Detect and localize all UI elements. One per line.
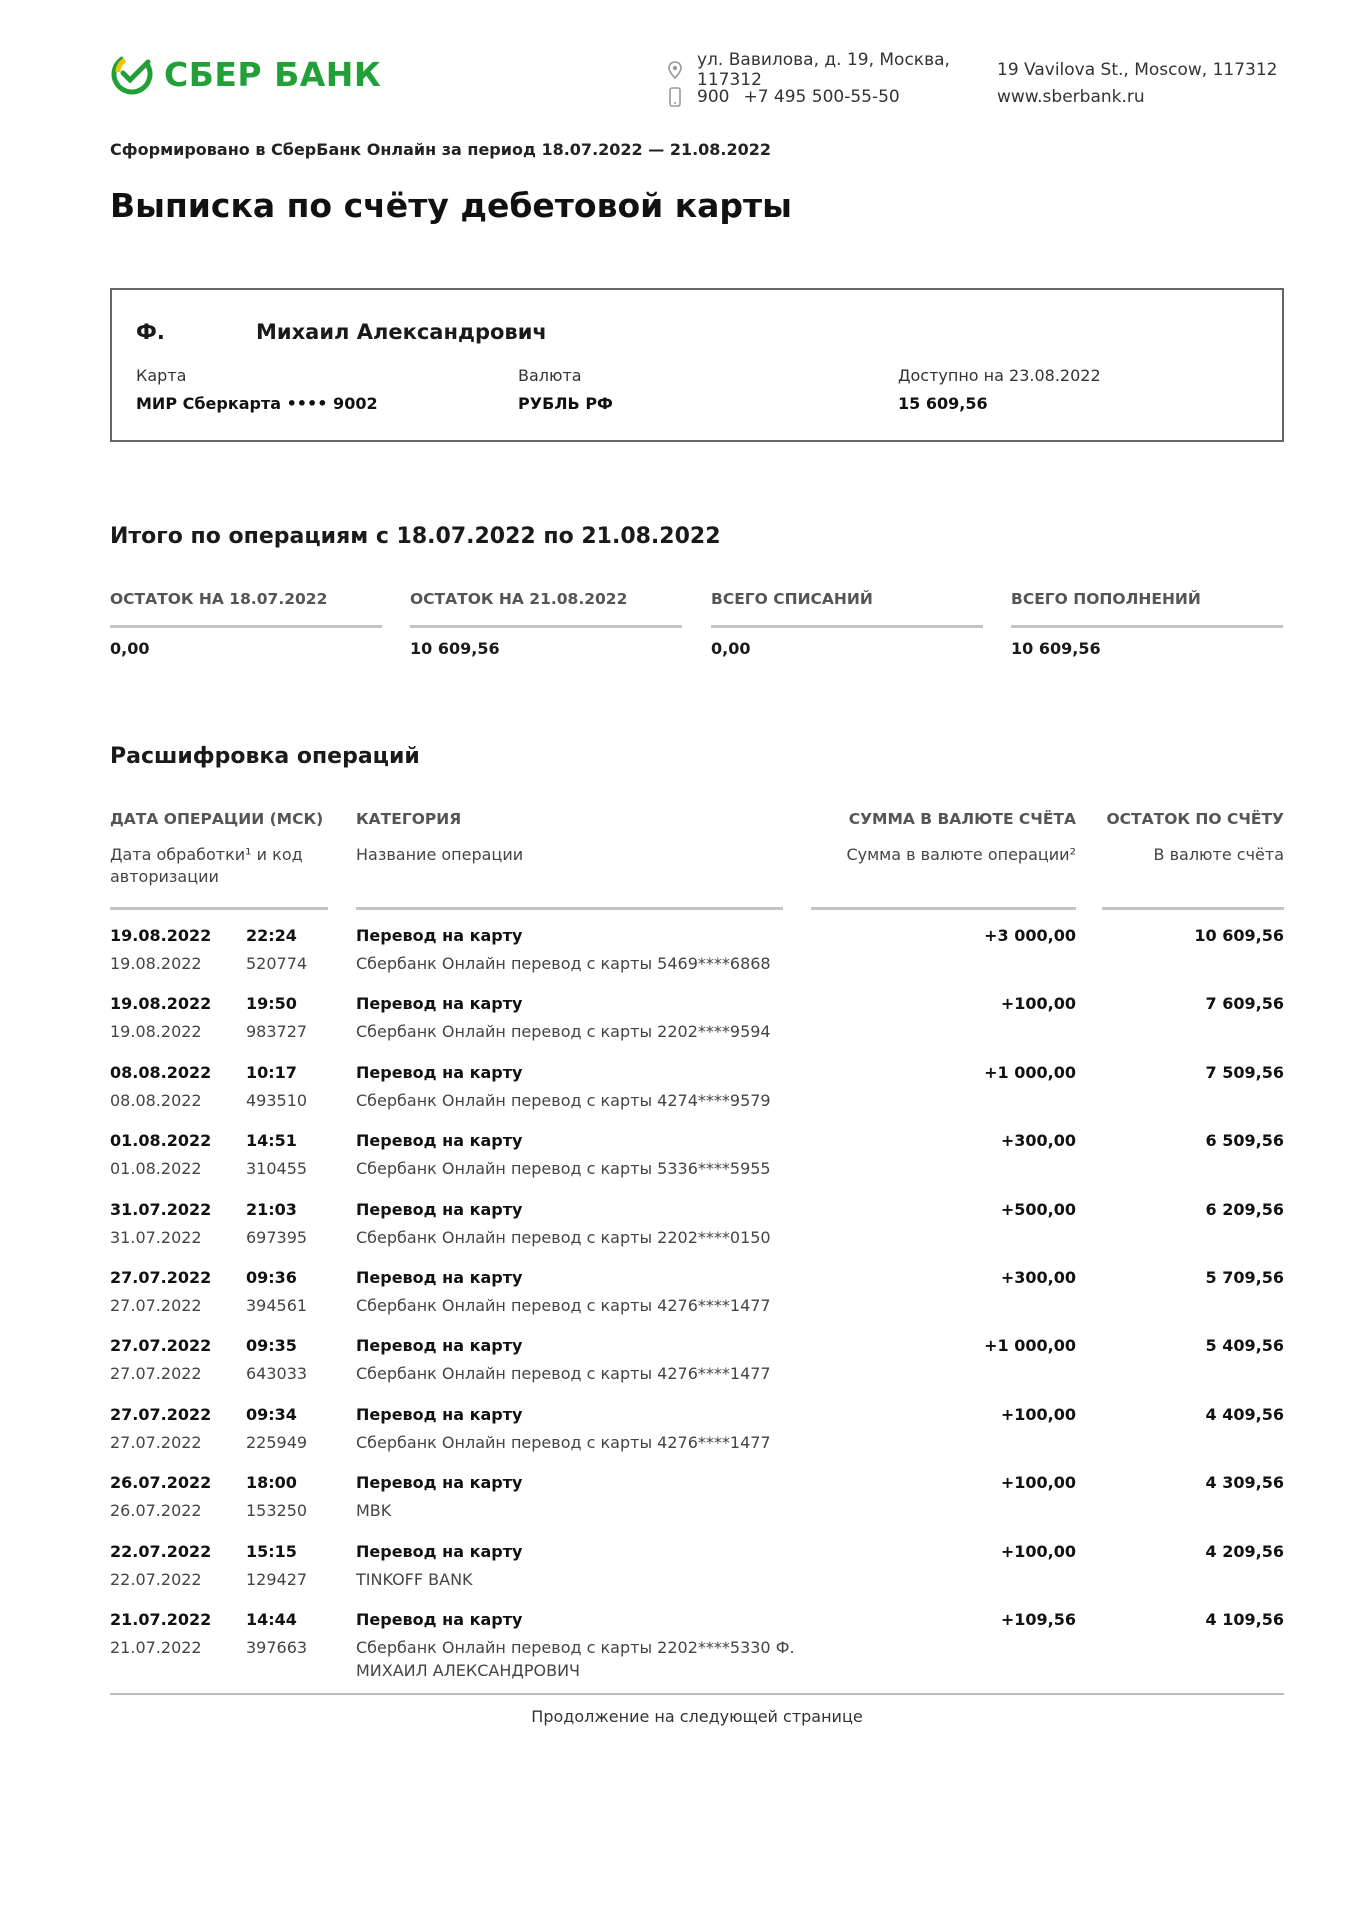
operation-category: Перевод на карту	[356, 1473, 523, 1493]
operation-balance: 4 209,56	[1205, 1541, 1284, 1561]
operation-category: Перевод на карту	[356, 994, 523, 1014]
summary-item	[711, 590, 983, 658]
table-row	[110, 1268, 1284, 1336]
operation-amount: +300,00	[1000, 1131, 1076, 1151]
operation-balance: 5 409,56	[1205, 1336, 1284, 1356]
location-pin-icon	[665, 61, 685, 79]
address-ru: ул. Вавилова, д. 19, Москва, 117312	[697, 49, 950, 90]
divider	[110, 625, 382, 628]
operation-amount: +100,00	[1000, 1473, 1076, 1493]
operation-date: 19.08.2022	[110, 994, 212, 1014]
operation-balance: 6 509,56	[1205, 1131, 1284, 1151]
operation-date: 08.08.2022	[110, 1062, 212, 1082]
operation-balance: 7 609,56	[1205, 994, 1284, 1014]
operation-description: TINKOFF BANK	[356, 1569, 473, 1589]
operation-balance: 4 109,56	[1205, 1610, 1284, 1629]
operation-date: 21.07.2022	[110, 1610, 212, 1629]
operation-date: 26.07.2022	[110, 1473, 212, 1493]
processing-date: 31.07.2022	[110, 1227, 202, 1247]
summary-item	[410, 590, 682, 658]
processing-date: 21.07.2022	[110, 1638, 202, 1657]
page-title: Выписка по счёту дебетовой карты	[110, 186, 792, 225]
summary-value: 0,00	[110, 639, 150, 658]
auth-code: 520774	[246, 954, 308, 973]
divider	[410, 625, 682, 628]
operation-date: 27.07.2022	[110, 1404, 212, 1424]
table-row	[110, 1131, 1284, 1199]
operation-amount: +500,00	[1000, 1199, 1076, 1219]
website: www.sberbank.ru	[997, 86, 1145, 107]
operation-date: 01.08.2022	[110, 1131, 212, 1151]
currency-info	[518, 366, 613, 413]
operation-description: Сбербанк Онлайн перевод с карты 4276****1477	[356, 1432, 771, 1452]
operation-description: Сбербанк Онлайн перевод с карты 4274****9579	[356, 1090, 771, 1110]
address-en: 19 Vavilova St., Moscow, 117312	[997, 59, 1278, 80]
auth-code: 983727	[246, 1022, 308, 1042]
processing-date: 26.07.2022	[110, 1501, 202, 1521]
operation-description: Сбербанк Онлайн перевод с карты 4276****1477	[356, 1364, 771, 1384]
processing-date: 22.07.2022	[110, 1569, 202, 1589]
processing-date: 19.08.2022	[110, 954, 202, 973]
summary-value: 10 609,56	[410, 639, 500, 658]
divider	[811, 907, 1076, 910]
auth-code: 643033	[246, 1364, 308, 1384]
col-subheader-category: Название операции	[356, 845, 524, 864]
col-subheader-date: Дата обработки¹ и код авторизации	[110, 845, 303, 886]
processing-date: 08.08.2022	[110, 1090, 202, 1110]
divider	[110, 1693, 1284, 1695]
operation-time: 18:00	[246, 1473, 297, 1493]
table-row	[110, 1200, 1284, 1268]
operation-balance: 4 409,56	[1205, 1404, 1284, 1424]
operation-category: Перевод на карту	[356, 926, 523, 945]
operation-category: Перевод на карту	[356, 1062, 523, 1082]
divider	[1011, 625, 1283, 628]
operation-description: Сбербанк Онлайн перевод с карты 4276****1477	[356, 1296, 771, 1315]
auth-code: 493510	[246, 1090, 308, 1110]
bank-name: СБЕР БАНК	[164, 54, 382, 94]
col-header-date: ДАТА ОПЕРАЦИИ (МСК)	[110, 810, 324, 828]
operation-date: 19.08.2022	[110, 926, 212, 945]
auth-code: 397663	[246, 1638, 308, 1657]
operation-balance: 4 309,56	[1205, 1473, 1284, 1493]
operation-amount: +1 000,00	[984, 1062, 1076, 1082]
currency-value: РУБЛЬ РФ	[518, 394, 613, 413]
operation-description: Сбербанк Онлайн перевод с карты 5469****6868	[356, 954, 771, 973]
operation-date: 27.07.2022	[110, 1336, 212, 1356]
sber-logo	[110, 52, 381, 96]
auth-code: 153250	[246, 1501, 308, 1521]
col-subheader-amount: Сумма в валюте операции²	[846, 845, 1076, 864]
processing-date: 27.07.2022	[110, 1364, 202, 1384]
operation-category: Перевод на карту	[356, 1336, 523, 1356]
operation-description: MBK	[356, 1501, 392, 1521]
processing-date: 01.08.2022	[110, 1159, 202, 1179]
operation-category: Перевод на карту	[356, 1199, 523, 1219]
auth-code: 310455	[246, 1159, 308, 1179]
operation-category: Перевод на карту	[356, 1268, 523, 1287]
currency-label: Валюта	[518, 366, 582, 385]
available-value: 15 609,56	[898, 394, 988, 413]
operation-balance: 5 709,56	[1205, 1268, 1284, 1287]
operation-amount: +1 000,00	[984, 1336, 1076, 1356]
operation-amount: +100,00	[1000, 994, 1076, 1014]
holder-name: Михаил Александрович	[256, 320, 547, 344]
operation-description: Сбербанк Онлайн перевод с карты 2202****5330 Ф.	[356, 1638, 795, 1657]
holder-surname: Ф.	[136, 320, 165, 344]
summary-label: ВСЕГО СПИСАНИЙ	[711, 590, 873, 608]
auth-code: 697395	[246, 1227, 308, 1247]
operation-amount: +109,56	[1000, 1610, 1076, 1629]
operation-amount: +3 000,00	[984, 926, 1076, 945]
summary-value: 0,00	[711, 639, 751, 658]
operation-time: 14:44	[246, 1610, 297, 1629]
table-row	[110, 1473, 1284, 1541]
table-row	[110, 1610, 1284, 1678]
operation-amount: +100,00	[1000, 1404, 1076, 1424]
auth-code: 394561	[246, 1296, 308, 1315]
table-row	[110, 994, 1284, 1062]
col-subheader-balance: В валюте счёта	[1153, 845, 1284, 864]
bank-contacts	[665, 49, 1278, 110]
operation-amount: +100,00	[1000, 1541, 1076, 1561]
operation-time: 19:50	[246, 994, 297, 1014]
operation-time: 09:36	[246, 1268, 297, 1287]
operation-category: Перевод на карту	[356, 1404, 523, 1424]
col-header-balance: ОСТАТОК ПО СЧЁТУ	[1106, 810, 1284, 828]
operation-category: Перевод на карту	[356, 1541, 523, 1561]
operation-balance: 10 609,56	[1194, 926, 1284, 945]
summary-label: ОСТАТОК НА 18.07.2022	[110, 590, 328, 608]
summary-label: ОСТАТОК НА 21.08.2022	[410, 590, 628, 608]
table-row	[110, 926, 1284, 994]
operation-time: 09:34	[246, 1404, 297, 1424]
col-header-category: КАТЕГОРИЯ	[356, 810, 462, 828]
operation-time: 14:51	[246, 1131, 297, 1151]
processing-date: 19.08.2022	[110, 1022, 202, 1042]
auth-code: 129427	[246, 1569, 308, 1589]
continued-note: Продолжение на следующей странице	[531, 1707, 863, 1726]
card-label: Карта	[136, 366, 187, 385]
divider	[356, 907, 783, 910]
operation-date: 27.07.2022	[110, 1268, 212, 1287]
auth-code: 225949	[246, 1432, 308, 1452]
summary-value: 10 609,56	[1011, 639, 1101, 658]
operation-description: МИХАИЛ АЛЕКСАНДРОВИЧ	[356, 1661, 581, 1680]
operation-description: Сбербанк Онлайн перевод с карты 2202****9594	[356, 1022, 771, 1042]
operation-time: 21:03	[246, 1199, 297, 1219]
divider	[711, 625, 983, 628]
processing-date: 27.07.2022	[110, 1296, 202, 1315]
summary-item	[1011, 590, 1283, 658]
summary-title: Итого по операциям с 18.07.2022 по 21.08.2022	[110, 524, 721, 549]
account-info-box	[110, 288, 1284, 442]
operation-description: Сбербанк Онлайн перевод с карты 5336****5955	[356, 1159, 771, 1179]
operation-time: 22:24	[246, 926, 297, 945]
phone-full: +7 495 500-55-50	[743, 86, 900, 107]
phone-short: 900	[697, 86, 730, 107]
processing-date: 27.07.2022	[110, 1432, 202, 1452]
operation-balance: 6 209,56	[1205, 1199, 1284, 1219]
mobile-phone-icon	[665, 87, 685, 107]
available-label: Доступно на 23.08.2022	[898, 366, 1101, 385]
table-row	[110, 1063, 1284, 1131]
divider	[1102, 907, 1284, 910]
summary-label: ВСЕГО ПОПОЛНЕНИЙ	[1011, 590, 1201, 608]
operation-category: Перевод на карту	[356, 1610, 523, 1629]
available-info	[898, 366, 1101, 413]
operation-amount: +300,00	[1000, 1268, 1076, 1287]
operation-description: Сбербанк Онлайн перевод с карты 2202****0150	[356, 1227, 771, 1247]
operation-category: Перевод на карту	[356, 1131, 523, 1151]
table-row	[110, 1336, 1284, 1404]
col-header-amount: СУММА В ВАЛЮТЕ СЧЁТА	[848, 810, 1076, 828]
operation-time: 09:35	[246, 1336, 297, 1356]
operation-time: 10:17	[246, 1062, 297, 1082]
operation-date: 31.07.2022	[110, 1199, 212, 1219]
account-holder	[136, 320, 547, 344]
card-info	[136, 366, 378, 413]
table-row	[110, 1542, 1284, 1610]
operation-time: 15:15	[246, 1541, 297, 1561]
generated-period: Сформировано в СберБанк Онлайн за период 18.07.2022 — 21.08.2022	[110, 140, 772, 159]
sber-logo-icon	[110, 52, 154, 96]
operation-date: 22.07.2022	[110, 1541, 212, 1561]
operation-balance: 7 509,56	[1205, 1062, 1284, 1082]
summary-item	[110, 590, 382, 658]
card-value: МИР Сберкарта •••• 9002	[136, 394, 378, 413]
table-row	[110, 1405, 1284, 1473]
divider	[110, 907, 328, 910]
operations-title: Расшифровка операций	[110, 744, 420, 769]
